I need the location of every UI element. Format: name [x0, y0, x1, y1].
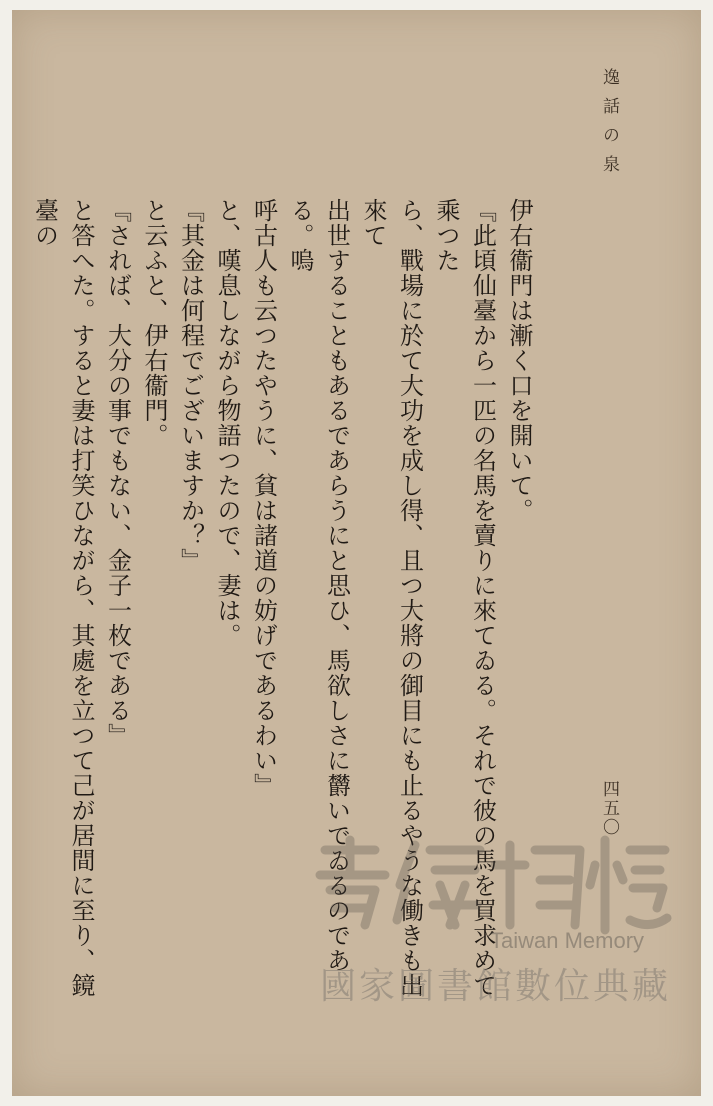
watermark-chinese: 國家圖書館數位典藏	[320, 966, 672, 1007]
text-line: 呼古人も云つたやうに、貧は諸道の妨げであるわい』	[249, 198, 278, 798]
text-line: 『されば、大分の事でもない、金子一枚である』	[103, 198, 132, 748]
text-line: と、嘆息しながら物語つたので、妻は。	[213, 198, 241, 648]
text-line: と云ふと、伊右衞門。	[140, 198, 168, 448]
running-header: 逸話の泉	[599, 68, 619, 184]
text-line: ら、戰場に於て大功を成し得、且つ大將の御目にも止るやうな働きも出來て	[359, 198, 424, 998]
text-line: 『其金は何程でございますか？』	[176, 198, 205, 573]
text-line: 『此頃仙臺から一匹の名馬を賣りに來てゐる。それで彼の馬を買求めて乘つた	[432, 198, 497, 998]
text-line: と答へた。すると妻は打笑ひながら、其處を立つて己が居間に至り、鏡臺の	[30, 198, 95, 998]
text-line: 伊右衞門は漸く口を開いて。	[505, 198, 533, 523]
taiwan-memory-logo-watermark	[305, 830, 675, 940]
page-number: 四五〇	[599, 780, 619, 837]
text-line: 出世することもあるであらうにと思ひ、馬欲しさに欝いでゐるのである。嗚	[286, 198, 351, 973]
watermark-english: Taiwan Memory	[490, 928, 645, 953]
